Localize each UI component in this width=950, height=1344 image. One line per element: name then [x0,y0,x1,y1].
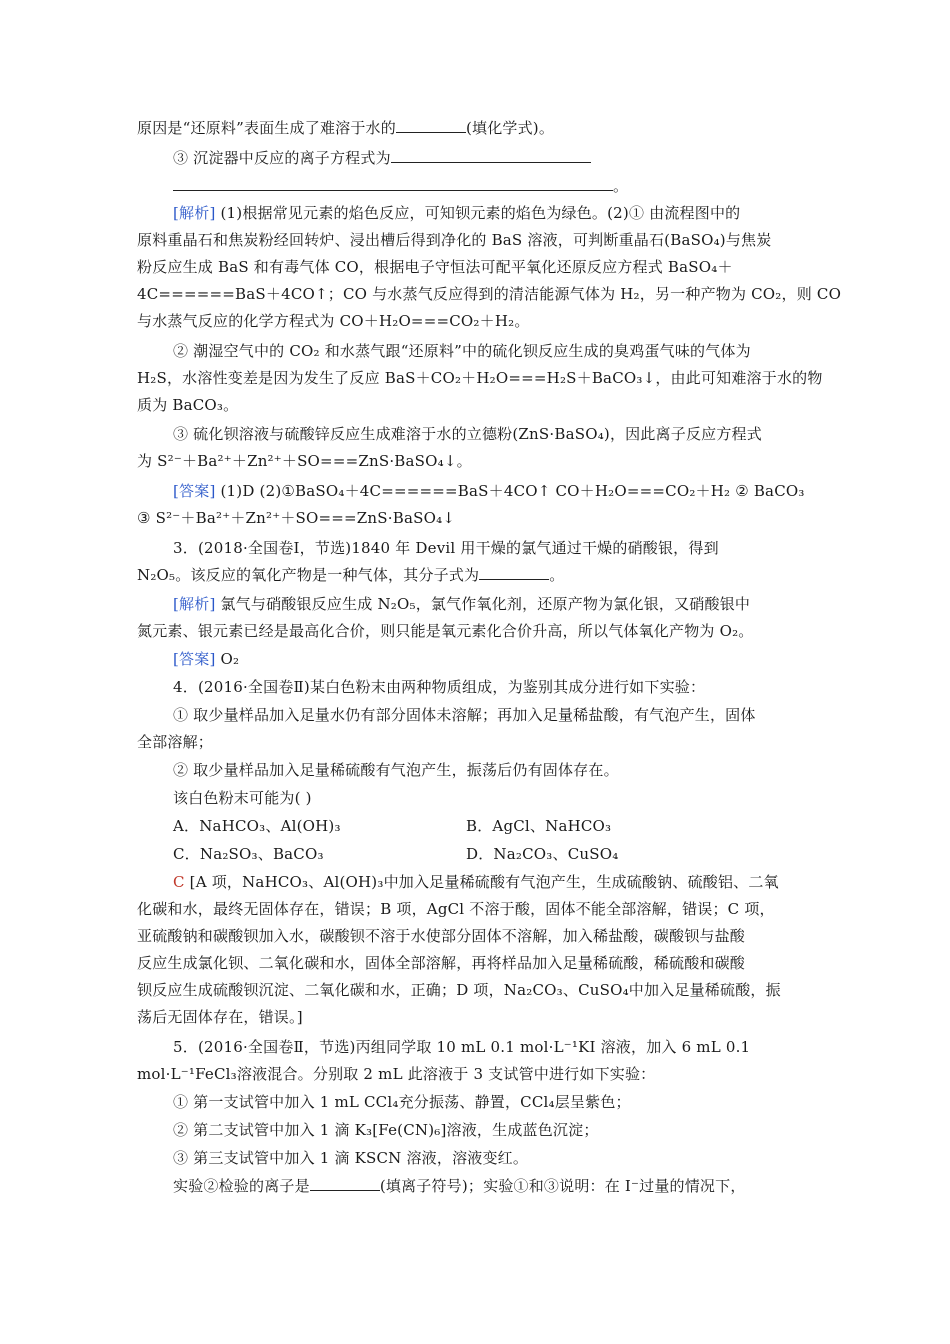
text-line [173,815,817,837]
text-run: 5．(2016·全国卷Ⅱ，节选)丙组同学取 10 mL 0.1 mol·L⁻¹KI 溶液，加入 6 mL 0.1 [173,1038,751,1056]
text-run: 。 [549,566,565,584]
text-run: 氮元素、银元素已经是最高化合价，则只能是氧元素化合价升高，所以气体氧化产物为 O₂。 [137,622,754,640]
text-run: 质为 BaCO₃。 [137,396,239,414]
text-run: ③ 第三支试管中加入 1 滴 KSCN 溶液，溶液变红。 [173,1149,529,1167]
section-tag: [答案] [173,482,216,500]
text-run: 荡后无固体存在，错误。] [137,1008,303,1026]
answer-blank [173,176,613,191]
text-run: 全部溶解； [137,733,214,751]
text-line [137,898,817,920]
text-run: 钡反应生成硫酸钡沉淀、二氧化碳和水，正确；D 项，Na₂CO₃、CuSO₄中加入足量稀硫酸，振 [137,981,781,999]
text-run: 粉反应生成 BaS 和有毒气体 CO，根据电子守恒法可配平氧化还原反应方程式 BaSO₄＋ [137,258,733,276]
text-run: C．Na₂SO₃、BaCO₃ [173,845,324,863]
text-line [173,1036,817,1058]
text-run: 4．(2016·全国卷Ⅱ)某白色粉末由两种物质组成，为鉴别其成分进行如下实验： [173,678,706,696]
text-line [137,1006,817,1028]
answer-blank [310,1176,380,1191]
option-right: B．AgCl、NaHCO₃ [466,817,612,835]
text-line [173,340,817,362]
text-line [137,564,817,586]
text-run: 氯气与硝酸银反应生成 N₂O₅，氯气作氧化剂，还原产物为氯化银，又硝酸银中 [215,595,751,613]
text-run: ③ 沉淀器中反应的离子方程式为 [173,149,391,167]
text-line [137,117,817,139]
option-right: D．Na₂CO₃、CuSO₄ [466,845,619,863]
text-line [173,648,817,670]
text-line [137,925,817,947]
text-line [137,620,817,642]
text-run: 3．(2018·全国卷Ⅰ，节选)1840 年 Devil 用干燥的氯气通过干燥的硝酸银，得到 [173,539,719,557]
text-run: (1)D (2)①BaSO₄＋4C======BaS＋4CO↑ CO＋H₂O===CO₂＋H₂ ② BaCO₃ [215,482,805,500]
text-line [137,367,823,389]
text-line [137,731,817,753]
text-run: 实验②检验的离子是 [173,1177,310,1195]
text-run: A．NaHCO₃、Al(OH)₃ [173,817,341,835]
section-tag: [解析] [173,204,216,222]
text-line [173,1119,817,1141]
text-line [173,593,817,615]
text-run: 原料重晶石和焦炭粉经回转炉、浸出槽后得到净化的 BaS 溶液，可判断重晶石(BaSO₄)与焦炭 [137,231,772,249]
text-run: ② 取少量样品加入足量稀硫酸有气泡产生，振荡后仍有固体存在。 [173,761,619,779]
text-line [173,423,817,445]
text-run: N₂O₅。该反应的氧化产物是一种气体，其分子式为 [137,566,480,584]
text-run: 。 [613,177,629,195]
text-run: 反应生成氯化钡、二氧化碳和水，固体全部溶解，再将样品加入足量稀硫酸，稀硫酸和碳酸 [137,954,746,972]
text-run: ③ S²⁻＋Ba²⁺＋Zn²⁺＋SO===ZnS·BaSO₄↓ [137,509,456,527]
text-line [173,202,817,224]
answer-blank [391,148,591,163]
text-run: 原因是“还原料”表面生成了难溶于水的 [137,119,396,137]
text-line [173,1091,817,1113]
text-run: (填化学式)。 [465,119,555,137]
text-run: 为 S²⁻＋Ba²⁺＋Zn²⁺＋SO===ZnS·BaSO₄↓。 [137,452,472,470]
text-line [173,1175,817,1197]
text-line [173,759,817,781]
text-line [137,394,817,416]
text-line [173,871,817,893]
text-line [173,787,817,809]
text-line [137,229,817,251]
answer-blank [396,118,466,133]
text-run: (1)根据常见元素的焰色反应，可知钡元素的焰色为绿色。(2)① 由流程图中的 [215,204,741,222]
text-run: 4C======BaS＋4CO↑；CO 与水蒸气反应得到的清洁能源气体为 H₂，另一种产物为 CO₂，则 CO [137,285,842,303]
text-line [137,952,817,974]
text-run: 亚硫酸钠和碳酸钡加入水，碳酸钡不溶于水使部分固体不溶解，加入稀盐酸，碳酸钡与盐酸 [137,927,746,945]
text-line [137,979,817,1001]
text-line [137,1063,817,1085]
text-run: ② 潮湿空气中的 CO₂ 和水蒸气跟“还原料”中的硫化钡反应生成的臭鸡蛋气味的气体为 [173,342,751,360]
text-run: [A 项，NaHCO₃、Al(OH)₃中加入足量稀硫酸有气泡产生，生成硫酸钠、硫酸铝、二氧 [184,873,779,891]
text-line [173,676,817,698]
text-line [137,283,842,305]
text-run: ③ 硫化钡溶液与硫酸锌反应生成难溶于水的立德粉(ZnS·BaSO₄)，因此离子反应方程式 [173,425,762,443]
text-run: (填离子符号)；实验①和③说明：在 I⁻过量的情况下， [379,1177,746,1195]
text-line [137,450,817,472]
text-run: 化碳和水，最终无固体存在，错误；B 项，AgCl 不溶于酸，固体不能全部溶解，错误；C 项， [137,900,775,918]
text-line [173,843,817,865]
answer-blank [479,565,549,580]
text-run: 该白色粉末可能为( ) [173,789,312,807]
text-line [137,256,817,278]
text-run: ① 取少量样品加入足量水仍有部分固体未溶解；再加入足量稀盐酸，有气泡产生，固体 [173,706,756,724]
section-tag: [解析] [173,595,216,613]
text-run: mol·L⁻¹FeCl₃溶液混合。分别取 2 mL 此溶液于 3 支试管中进行如下实验： [137,1065,656,1083]
text-line [173,704,817,726]
text-line [173,1147,817,1169]
text-line [173,175,817,197]
answer-choice: C [173,873,185,891]
text-line [137,507,817,529]
text-line [173,480,817,502]
text-run: O₂ [215,650,240,668]
text-run: 与水蒸气反应的化学方程式为 CO＋H₂O===CO₂＋H₂。 [137,312,530,330]
text-run: ② 第二支试管中加入 1 滴 K₃[Fe(CN)₆]溶液，生成蓝色沉淀； [173,1121,599,1139]
section-tag: [答案] [173,650,216,668]
text-run: H₂S，水溶性变差是因为发生了反应 BaS＋CO₂＋H₂O===H₂S＋BaCO₃↓，由此可知难溶于水的物 [137,369,823,387]
text-line [173,147,817,169]
text-line [137,310,817,332]
text-run: ① 第一支试管中加入 1 mL CCl₄充分振荡、静置，CCl₄层呈紫色； [173,1093,631,1111]
text-line [173,537,817,559]
